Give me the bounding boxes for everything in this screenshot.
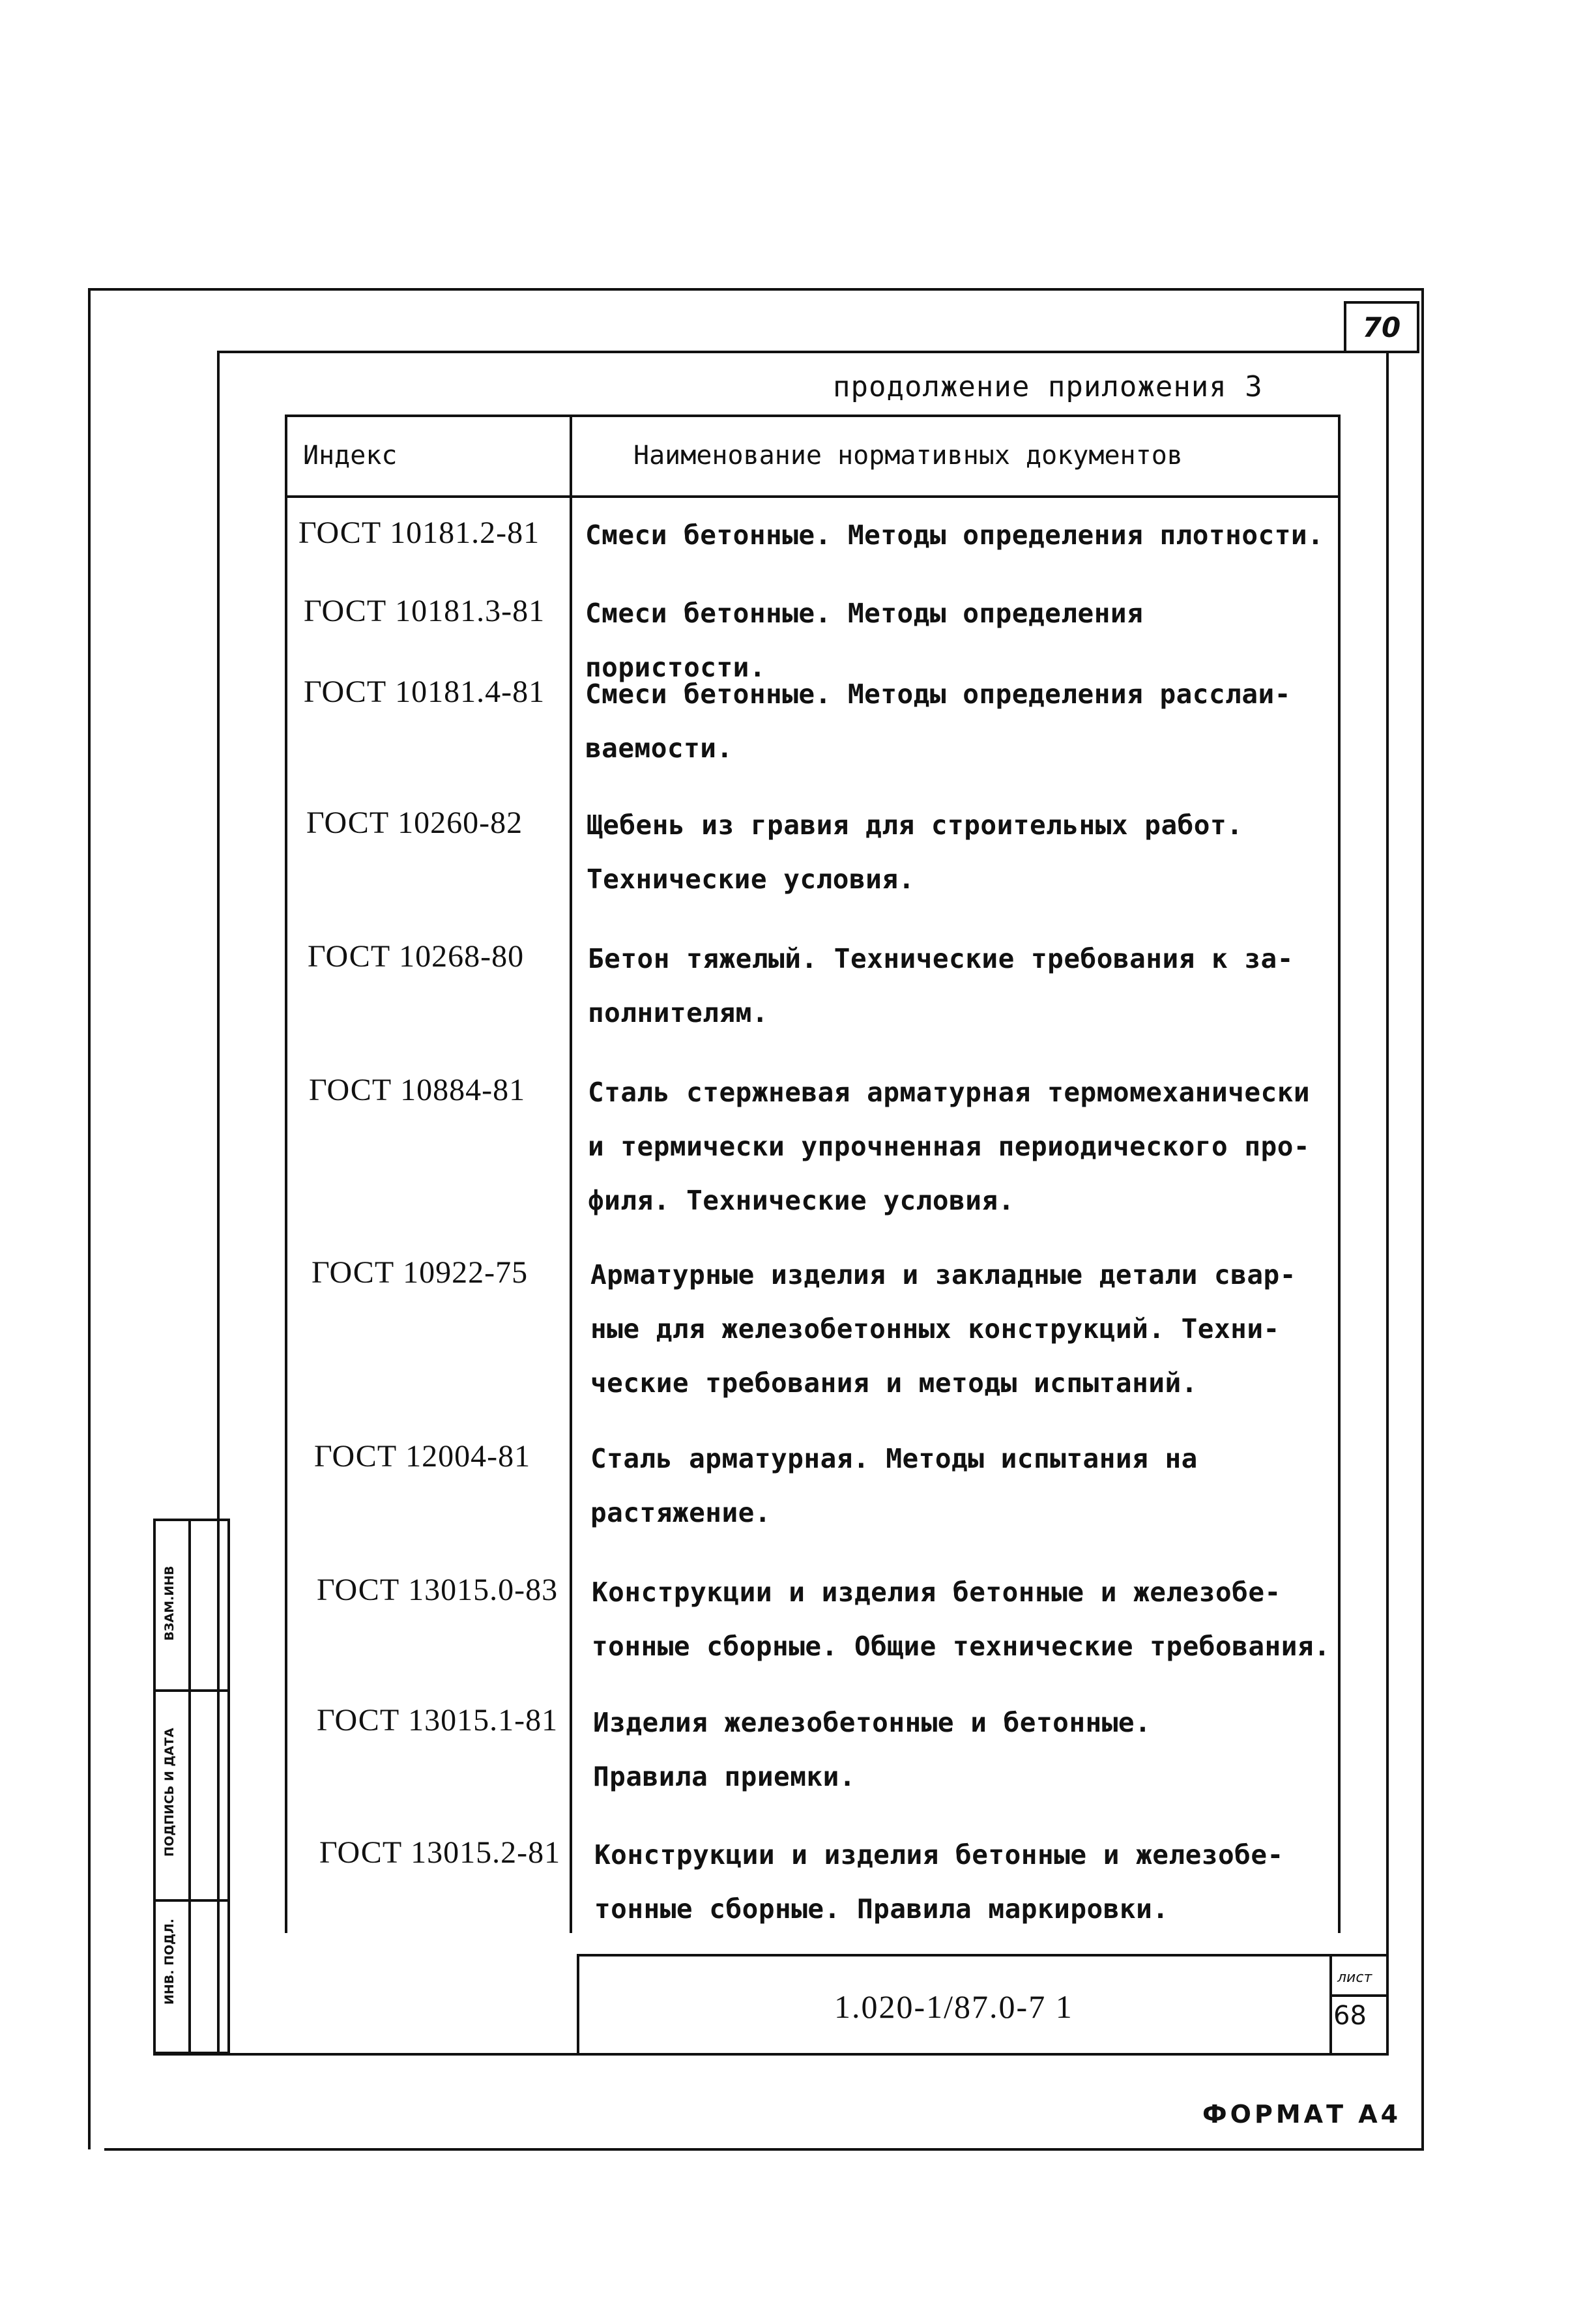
format-label: ФОРМАТ А4 — [1202, 2100, 1402, 2129]
document-code: 1.020-1/87.0-7 1 — [834, 1988, 1073, 2025]
table-column-divider — [570, 415, 572, 1933]
row-index: ГОСТ 10922-75 — [312, 1255, 529, 1290]
row-line: и термически упрочненная периодического про- — [588, 1131, 1311, 1162]
list-label: лист — [1337, 1970, 1372, 1986]
row-index: ГОСТ 10268-80 — [308, 939, 525, 974]
row-description — [587, 798, 1336, 907]
row-line: Технические условия. — [587, 864, 915, 895]
title-block-left — [577, 1954, 579, 2054]
row-description — [593, 1696, 1342, 1804]
row-description — [585, 508, 1335, 562]
row-line: Правила приемки. — [593, 1761, 856, 1792]
outer-frame-top — [88, 288, 1424, 291]
title-block-top — [577, 1954, 1389, 1957]
header-name: Наименование нормативных документов — [633, 441, 1183, 471]
table-left-border — [285, 415, 287, 1933]
row-line: растяжение. — [590, 1497, 772, 1528]
row-index: ГОСТ 13015.1-81 — [317, 1703, 559, 1738]
row-description — [588, 1066, 1337, 1228]
side-stamp-sign: ПОДПИСЬ И ДАТА — [162, 1728, 177, 1857]
row-line: ваемости. — [585, 733, 733, 764]
row-index: ГОСТ 10884-81 — [309, 1073, 526, 1107]
row-index: ГОСТ 13015.0-83 — [317, 1573, 559, 1607]
row-line: Конструкции и изделия бетонные и железобе- — [592, 1577, 1281, 1608]
side-stamp-divider — [188, 1521, 191, 2052]
header-index: Индекс — [303, 441, 398, 471]
row-line: ные для железобетонных конструкций. Техни- — [590, 1313, 1280, 1345]
outer-frame-left — [88, 288, 91, 2149]
title-block-list-divider — [1329, 1994, 1388, 1997]
inner-frame-bottom — [153, 2053, 1389, 2056]
outer-frame-bottom — [104, 2148, 1424, 2151]
row-line: Бетон тяжелый. Технические требования к за- — [588, 943, 1294, 974]
sheet-number: 70 — [1362, 311, 1401, 343]
row-index: ГОСТ 10181.3-81 — [304, 594, 545, 628]
row-index: ГОСТ 13015.2-81 — [319, 1835, 561, 1870]
row-index: ГОСТ 12004-81 — [314, 1439, 531, 1474]
row-line: Арматурные изделия и закладные детали свар- — [590, 1259, 1296, 1290]
row-description — [590, 1432, 1340, 1540]
outer-frame-right — [1421, 288, 1424, 2151]
side-stamp-inv: ИНВ. ПОДЛ. — [162, 1918, 177, 2005]
inner-frame-top — [217, 351, 1389, 353]
side-stamp-sep-1 — [156, 1689, 227, 1692]
row-line: Изделия железобетонные и бетонные. — [593, 1707, 1152, 1738]
row-line: филя. Технические условия. — [588, 1185, 1015, 1216]
table-top-border — [285, 415, 1341, 417]
table-header-bottom — [285, 495, 1341, 498]
row-line: полнителям. — [588, 997, 769, 1028]
title-block-divider — [1329, 1954, 1332, 2054]
row-line: Смеси бетонные. Методы определения плотности. — [585, 519, 1324, 551]
row-line: тонные сборные. Правила маркировки. — [594, 1893, 1169, 1925]
continuation-heading: продолжение приложения 3 — [833, 370, 1263, 403]
row-index: ГОСТ 10181.4-81 — [304, 675, 545, 709]
row-description — [588, 932, 1337, 1040]
row-line: Конструкции и изделия бетонные и железобе- — [594, 1839, 1284, 1870]
row-description — [590, 1248, 1340, 1410]
row-line: Смеси бетонные. Методы определения расслаи- — [585, 678, 1291, 710]
row-line: Смеси бетонные. Методы определения пористости. — [585, 598, 1144, 683]
side-stamp-sep-2 — [156, 1899, 227, 1902]
page-number: 68 — [1333, 2001, 1367, 2031]
row-line: Щебень из гравия для строительных работ. — [587, 809, 1243, 841]
row-index: ГОСТ 10181.2-81 — [298, 516, 540, 550]
row-line: Сталь стержневая арматурная термомеханически — [588, 1077, 1311, 1108]
row-line: ческие требования и методы испытаний. — [590, 1367, 1198, 1399]
row-index: ГОСТ 10260-82 — [306, 806, 523, 840]
row-line: Сталь арматурная. Методы испытания на — [590, 1443, 1198, 1474]
row-line: тонные сборные. Общие технические требования. — [592, 1631, 1331, 1662]
row-description — [585, 667, 1335, 776]
side-stamp-vzam: ВЗАМ.ИНВ — [162, 1565, 177, 1641]
inner-frame-right — [1386, 351, 1389, 2055]
row-description — [592, 1565, 1341, 1674]
sheet-number-box — [1344, 301, 1419, 353]
row-description — [594, 1828, 1344, 1936]
